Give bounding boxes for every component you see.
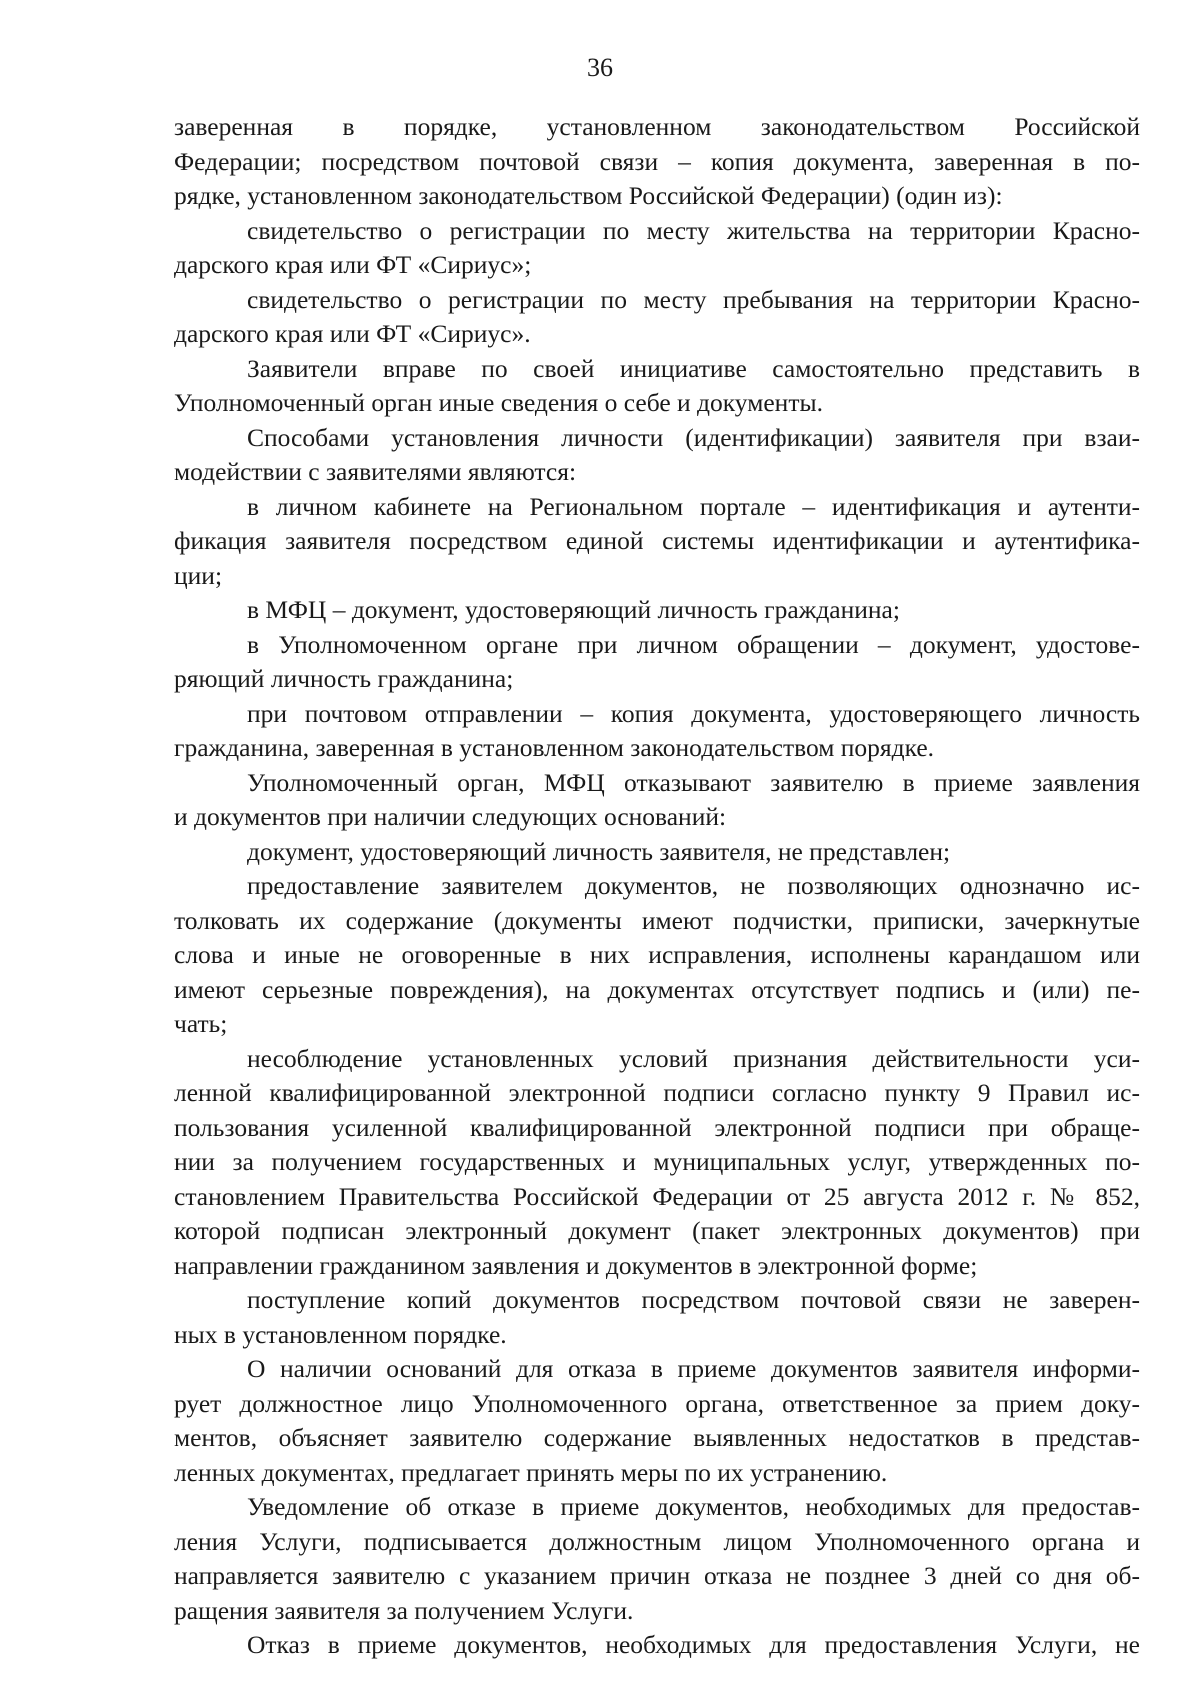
- text-line: ленных документах, предлагает принять меры по их устранению.: [174, 1457, 888, 1487]
- text-line: при почтовом отправлении – копия документа, удостоверяющего личность: [247, 698, 1140, 728]
- text-line: ментов, объясняет заявителю содержание выявленных недостатков в представ-: [174, 1423, 1140, 1452]
- text-line: Отказ в приеме документов, необходимых для предоставления Услуги, не: [247, 1630, 1140, 1659]
- text-line: поступление копий документов посредством почтовой связи не заверен-: [247, 1285, 1140, 1314]
- text-line: рядке, установленном законодательством Российской Федерации) (один из):: [174, 181, 1003, 210]
- text-line: свидетельство о регистрации по месту пребывания на территории Красно-: [247, 284, 1140, 314]
- text-line: пользования усиленной квалифицированной электронной подписи при обраще-: [174, 1112, 1140, 1142]
- paragraph: [174, 593, 1140, 628]
- paragraph: [174, 110, 1140, 214]
- text-line: ленной квалифицированной электронной подписи согласно пункту 9 Правил ис-: [174, 1078, 1140, 1107]
- paragraph: [174, 835, 1140, 870]
- text-line: становлением Правительства Российской Федерации от 25 августа 2012 г. № 852,: [174, 1181, 1140, 1211]
- paragraph: [174, 628, 1140, 697]
- text-line: направляется заявителю с указанием причин отказа не позднее 3 дней со дня об-: [174, 1561, 1140, 1590]
- text-line: нии за получением государственных и муниципальных услуг, утвержденных по-: [174, 1147, 1140, 1176]
- text-line: ряющий личность гражданина;: [174, 664, 514, 693]
- text-line: документ, удостоверяющий личность заявителя, не представлен;: [247, 836, 951, 866]
- text-line: в Уполномоченном органе при личном обращении – документ, удостове-: [247, 629, 1140, 659]
- text-line: предоставление заявителем документов, не позволяющих однозначно ис-: [247, 871, 1140, 900]
- text-line: направлении гражданином заявления и документов в электронной форме;: [174, 1250, 978, 1280]
- text-line: рует должностное лицо Уполномоченного органа, ответственное за прием доку-: [174, 1388, 1140, 1418]
- text-line: дарского края или ФТ «Сириус»;: [174, 250, 532, 279]
- text-line: модействии с заявителями являются:: [174, 457, 577, 486]
- text-line: ращения заявителя за получением Услуги.: [174, 1595, 634, 1625]
- text-line: в МФЦ – документ, удостоверяющий личность гражданина;: [247, 595, 900, 624]
- text-line: Способами установления личности (идентификации) заявителя при взаи-: [247, 422, 1140, 452]
- text-line: гражданина, заверенная в установленном законодательством порядке.: [174, 733, 935, 762]
- paragraph: [174, 697, 1140, 766]
- page-number: 36: [587, 53, 613, 82]
- text-line: Заявители вправе по своей инициативе самостоятельно представить в: [247, 353, 1140, 383]
- text-line: Федерации; посредством почтовой связи – копия документа, заверенная в по-: [174, 146, 1140, 176]
- text-line: свидетельство о регистрации по месту жительства на территории Красно-: [247, 215, 1140, 245]
- text-line: Уведомление об отказе в приеме документов, необходимых для предостав-: [247, 1492, 1140, 1521]
- paragraph: [174, 490, 1140, 594]
- paragraph: [174, 283, 1140, 352]
- document-body: [174, 110, 1140, 1663]
- paragraph: [174, 1042, 1140, 1284]
- text-line: дарского края или ФТ «Сириус».: [174, 319, 531, 348]
- paragraph: [174, 1490, 1140, 1628]
- text-line: чать;: [174, 1009, 228, 1038]
- paragraph: [174, 766, 1140, 835]
- text-line: слова и иные не оговоренные в них исправления, исполнены карандашом или: [174, 940, 1140, 969]
- text-line: фикация заявителя посредством единой системы идентификации и аутентифика-: [174, 526, 1140, 555]
- text-line: и документов при наличии следующих оснований:: [174, 802, 727, 831]
- text-line: ления Услуги, подписывается должностным лицом Уполномоченного органа и: [174, 1526, 1140, 1556]
- text-line: толковать их содержание (документы имеют подчистки, приписки, зачеркнутые: [174, 905, 1140, 935]
- text-line: в личном кабинете на Региональном портале – идентификация и аутенти-: [247, 491, 1140, 521]
- paragraph: [174, 214, 1140, 283]
- paragraph: [174, 421, 1140, 490]
- text-line: имеют серьезные повреждения), на документах отсутствует подпись и (или) пе-: [174, 974, 1140, 1004]
- text-line: ных в установленном порядке.: [174, 1319, 507, 1349]
- text-line: заверенная в порядке, установленном законодательством Российской: [174, 112, 1140, 141]
- paragraph: [174, 1628, 1140, 1663]
- text-line: несоблюдение установленных условий признания действительности уси-: [247, 1043, 1140, 1073]
- paragraph: [174, 1283, 1140, 1352]
- text-line: которой подписан электронный документ (пакет электронных документов) при: [174, 1216, 1140, 1245]
- text-line: О наличии оснований для отказа в приеме документов заявителя информи-: [247, 1354, 1140, 1383]
- paragraph: [174, 352, 1140, 421]
- text-line: ции;: [174, 560, 223, 590]
- paragraph: [174, 1352, 1140, 1490]
- paragraph: [174, 869, 1140, 1042]
- text-line: Уполномоченный орган иные сведения о себе и документы.: [174, 388, 823, 417]
- text-line: Уполномоченный орган, МФЦ отказывают заявителю в приеме заявления: [247, 767, 1140, 797]
